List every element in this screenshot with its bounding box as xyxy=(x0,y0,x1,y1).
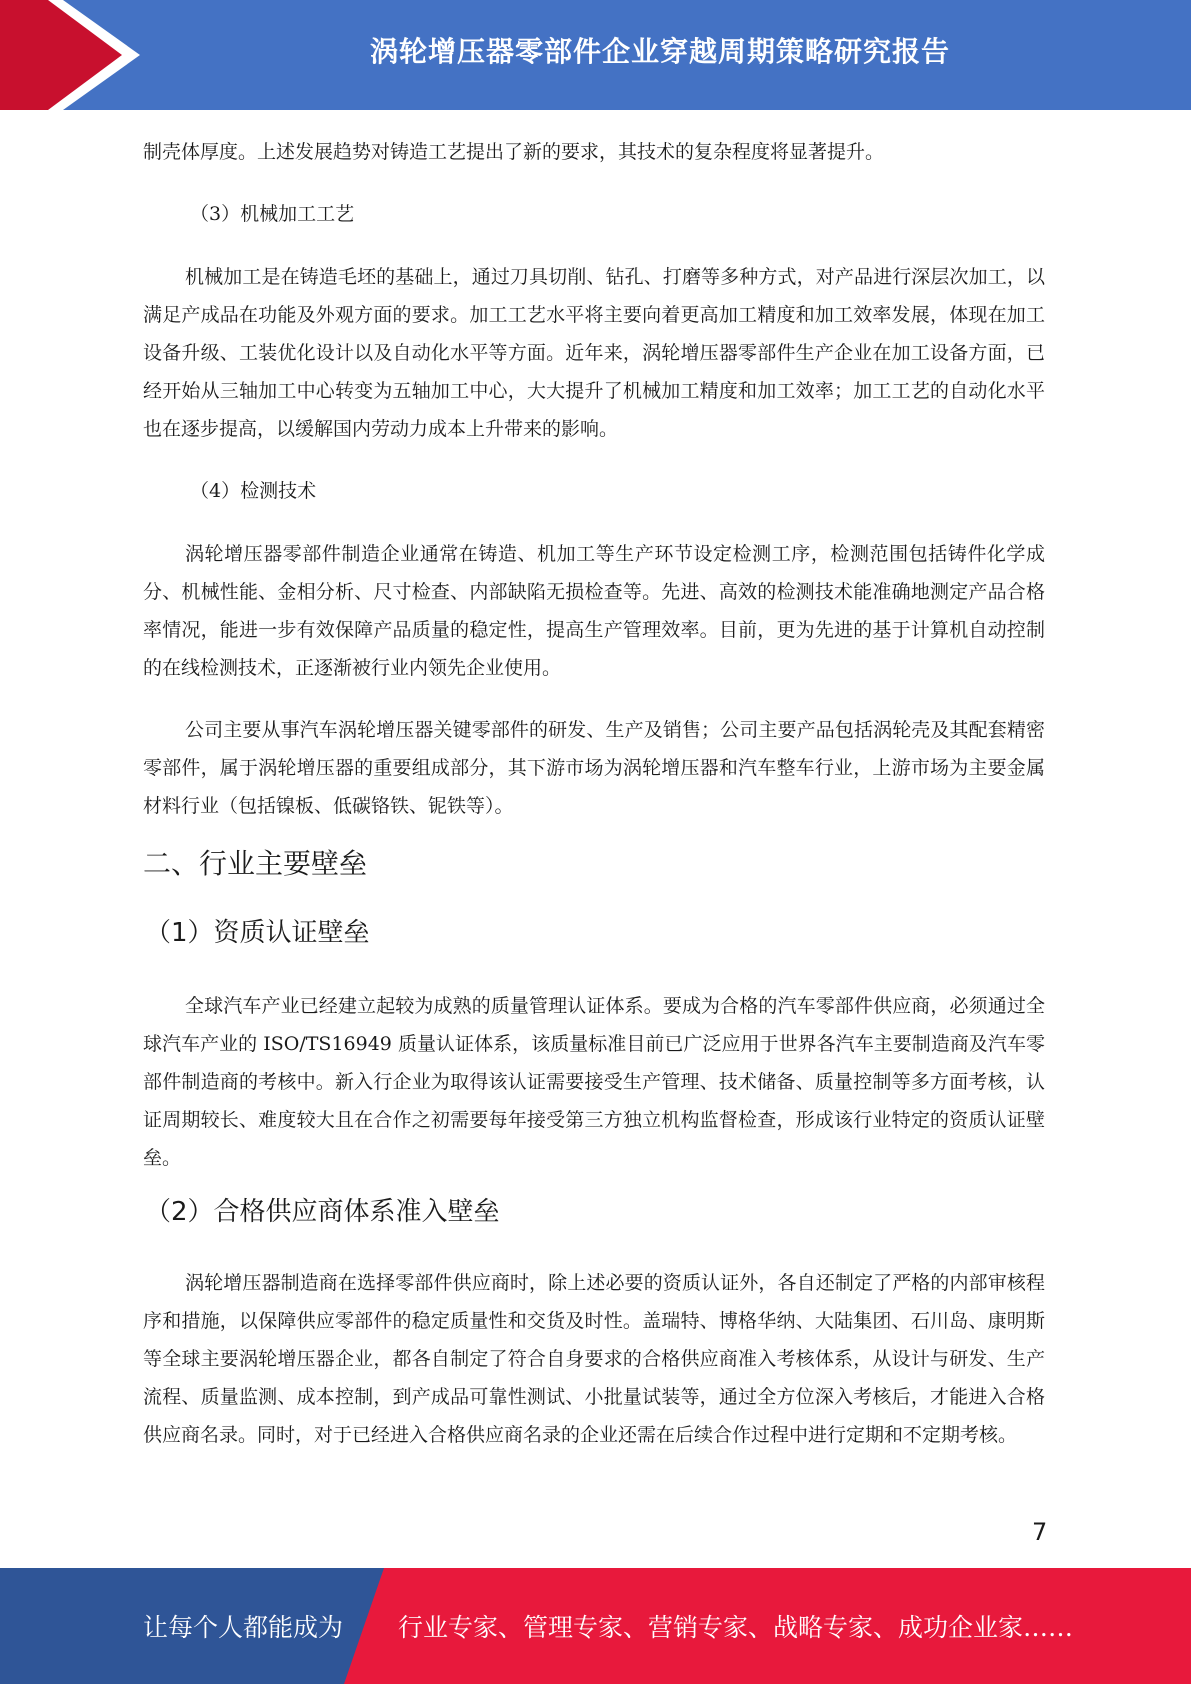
footer-banner xyxy=(0,1568,1191,1684)
paragraph-company: 公司主要从事汽车涡轮增压器关键零部件的研发、生产及销售；公司主要产品包括涡轮壳及其配套精密零部件，属于涡轮增压器的重要组成部分，其下游市场为涡轮增压器和汽车整车行业，上游市场为主要金属材料行业（包括镍板、低碳铬铁、铌铁等）。 xyxy=(143,719,1045,817)
paragraph-casting-continued: 制壳体厚度。上述发展趋势对铸造工艺提出了新的要求，其技术的复杂程度将显著提升。 xyxy=(143,141,885,163)
report-title: 涡轮增压器零部件企业穿越周期策略研究报告 xyxy=(369,35,950,68)
paragraph-supplier: 涡轮增压器制造商在选择零部件供应商时，除上述必要的资质认证外，各自还制定了严格的内部审核程序和措施，以保障供应零部件的稳定质量性和交货及时性。盖瑞特、博格华纳、大陆集团、石川岛、康明斯等全球主要涡轮增压器企业，都各自制定了符合自身要求的合格供应商准入考核体系，从设计与研发、生产流程、质量监测、成本控制，到产成品可靠性测试、小批量试装等，通过全方位深入考核后，才能进入合格供应商名录。同时，对于已经进入合格供应商名录的企业还需在后续合作过程中进行定期和不定期考核。 xyxy=(143,1272,1045,1446)
subheading-machining: （3）机械加工工艺 xyxy=(190,203,355,225)
heading-qualification-barrier: （1）资质认证壁垒 xyxy=(145,918,370,948)
paragraph-qualification: 全球汽车产业已经建立起较为成熟的质量管理认证体系。要成为合格的汽车零部件供应商，必须通过全球汽车产业的 ISO/TS16949 质量认证体系，该质量标准目前已广泛应用于世界各汽车主要制造商及汽车零部件制造商的考核中。新入行企业为取得该认证需要接受生产管理、技术储备、质量控制等多方面考核，认证周期较长、难度较大且在合作之初需要每年接受第三方独立机构监督检查，形成该行业特定的资质认证壁垒。 xyxy=(143,995,1045,1169)
footer-slogan-left: 让每个人都能成为 xyxy=(143,1613,344,1642)
header-banner xyxy=(0,0,1191,110)
paragraph-inspection: 涡轮增压器零部件制造企业通常在铸造、机加工等生产环节设定检测工序，检测范围包括铸件化学成分、机械性能、金相分析、尺寸检查、内部缺陷无损检查等。先进、高效的检测技术能准确地测定产品合格率情况，能进一步有效保障产品质量的稳定性，提高生产管理效率。目前，更为先进的基于计算机自动控制的在线检测技术，正逐渐被行业内领先企业使用。 xyxy=(143,543,1045,679)
paragraph-machining: 机械加工是在铸造毛坯的基础上，通过刀具切削、钻孔、打磨等多种方式，对产品进行深层次加工，以满足产成品在功能及外观方面的要求。加工工艺水平将主要向着更高加工精度和加工效率发展，体现在加工设备升级、工装优化设计以及自动化水平等方面。近年来，涡轮增压器零部件生产企业在加工设备方面，已经开始从三轴加工中心转变为五轴加工中心，大大提升了机械加工精度和加工效率；加工工艺的自动化水平也在逐步提高，以缓解国内劳动力成本上升带来的影响。 xyxy=(143,266,1045,440)
footer-slogan-right: 行业专家、管理专家、营销专家、战略专家、成功企业家…… xyxy=(398,1613,1074,1642)
subheading-inspection: （4）检测技术 xyxy=(190,480,317,502)
heading-supplier-barrier: （2）合格供应商体系准入壁垒 xyxy=(145,1197,500,1227)
section-heading-barriers: 二、行业主要壁垒 xyxy=(143,847,368,880)
page-number: 7 xyxy=(1032,1518,1048,1546)
